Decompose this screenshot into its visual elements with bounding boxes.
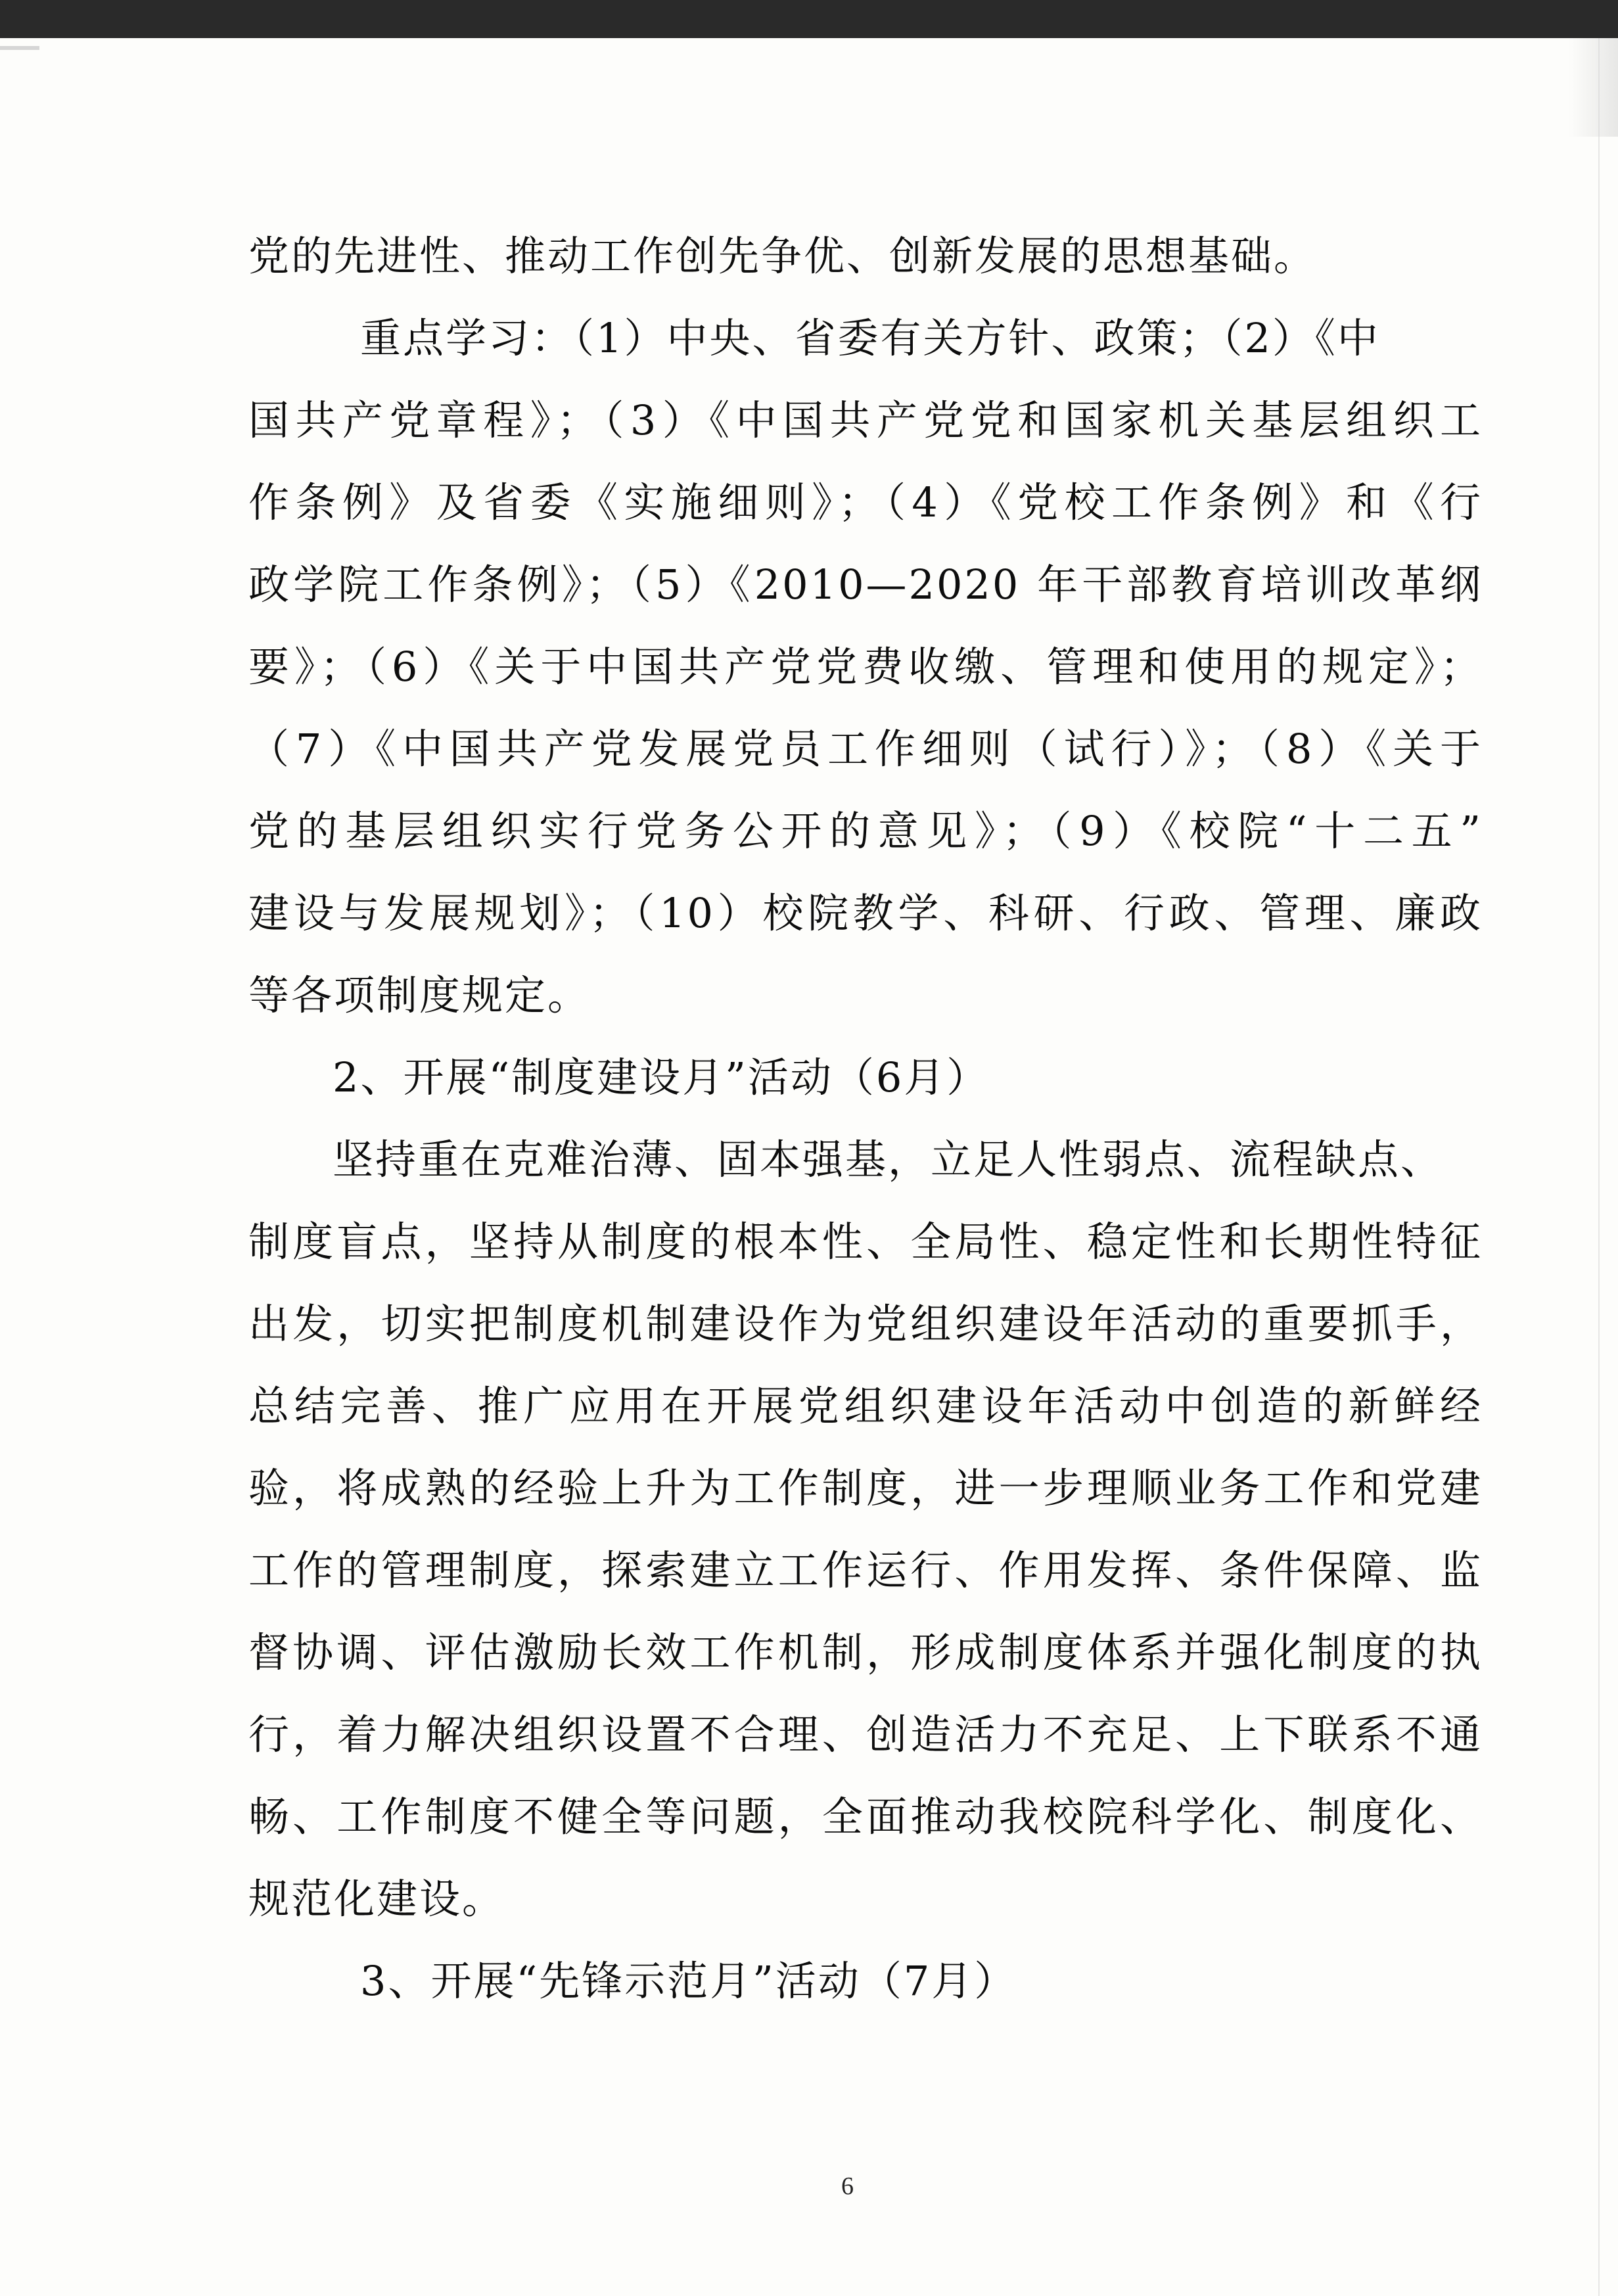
scan-corner-shadow	[1569, 38, 1618, 137]
text-line-14: 出发，切实把制度机制建设作为党组织建设年活动的重要抓手，	[248, 1300, 1483, 1348]
text-line-16: 验，将成熟的经验上升为工作制度，进一步理顺业务工作和党建	[248, 1464, 1483, 1512]
text-line-13: 制度盲点，坚持从制度的根本性、全局性、稳定性和长期性特征	[248, 1218, 1483, 1266]
text-line-20: 畅、工作制度不健全等问题，全面推动我校院科学化、制度化、	[248, 1793, 1483, 1841]
text-line-8: 党的基层组织实行党务公开的意见》；（9）《校院“十二五”	[248, 807, 1483, 855]
section-heading-3: 3、开展“先锋示范月”活动（7月）	[360, 1957, 1017, 2005]
text-line-1: 党的先进性、推动工作创先争优、创新发展的思想基础。	[248, 232, 1317, 280]
text-line-9: 建设与发展规划》；（10）校院教学、科研、行政、管理、廉政	[248, 889, 1483, 937]
text-line-19: 行，着力解决组织设置不合理、创造活力不充足、上下联系不通	[248, 1711, 1483, 1758]
text-line-5: 政学院工作条例》；（5）《2010—2020 年干部教育培训改革纲	[248, 561, 1483, 608]
text-line-21: 规范化建设。	[248, 1875, 505, 1923]
text-line-10: 等各项制度规定。	[248, 971, 591, 1019]
text-line-7: （7）《中国共产党发展党员工作细则（试行）》；（8）《关于	[248, 725, 1483, 773]
text-line-15: 总结完善、推广应用在开展党组织建设年活动中创造的新鲜经	[248, 1382, 1483, 1430]
text-line-3: 国共产党章程》；（3）《中国共产党党和国家机关基层组织工	[248, 396, 1483, 444]
text-line-2: 重点学习：（1）中央、省委有关方针、政策；（2）《中	[360, 314, 1380, 362]
scan-edge-line	[1598, 38, 1600, 2296]
text-line-12: 坚持重在克难治薄、固本强基，立足人性弱点、流程缺点、	[333, 1136, 1444, 1183]
section-heading-2: 2、开展“制度建设月”活动（6月）	[333, 1053, 990, 1101]
text-line-4: 作条例》及省委《实施细则》；（4）《党校工作条例》和《行	[248, 478, 1483, 526]
page-number: 6	[841, 2172, 854, 2200]
scan-edge-mark	[0, 46, 39, 50]
text-line-18: 督协调、评估激励长效工作机制，形成制度体系并强化制度的执	[248, 1628, 1483, 1676]
text-line-17: 工作的管理制度，探索建立工作运行、作用发挥、条件保障、监	[248, 1546, 1483, 1594]
text-line-6: 要》；（6）《关于中国共产党党费收缴、管理和使用的规定》；	[248, 643, 1483, 691]
